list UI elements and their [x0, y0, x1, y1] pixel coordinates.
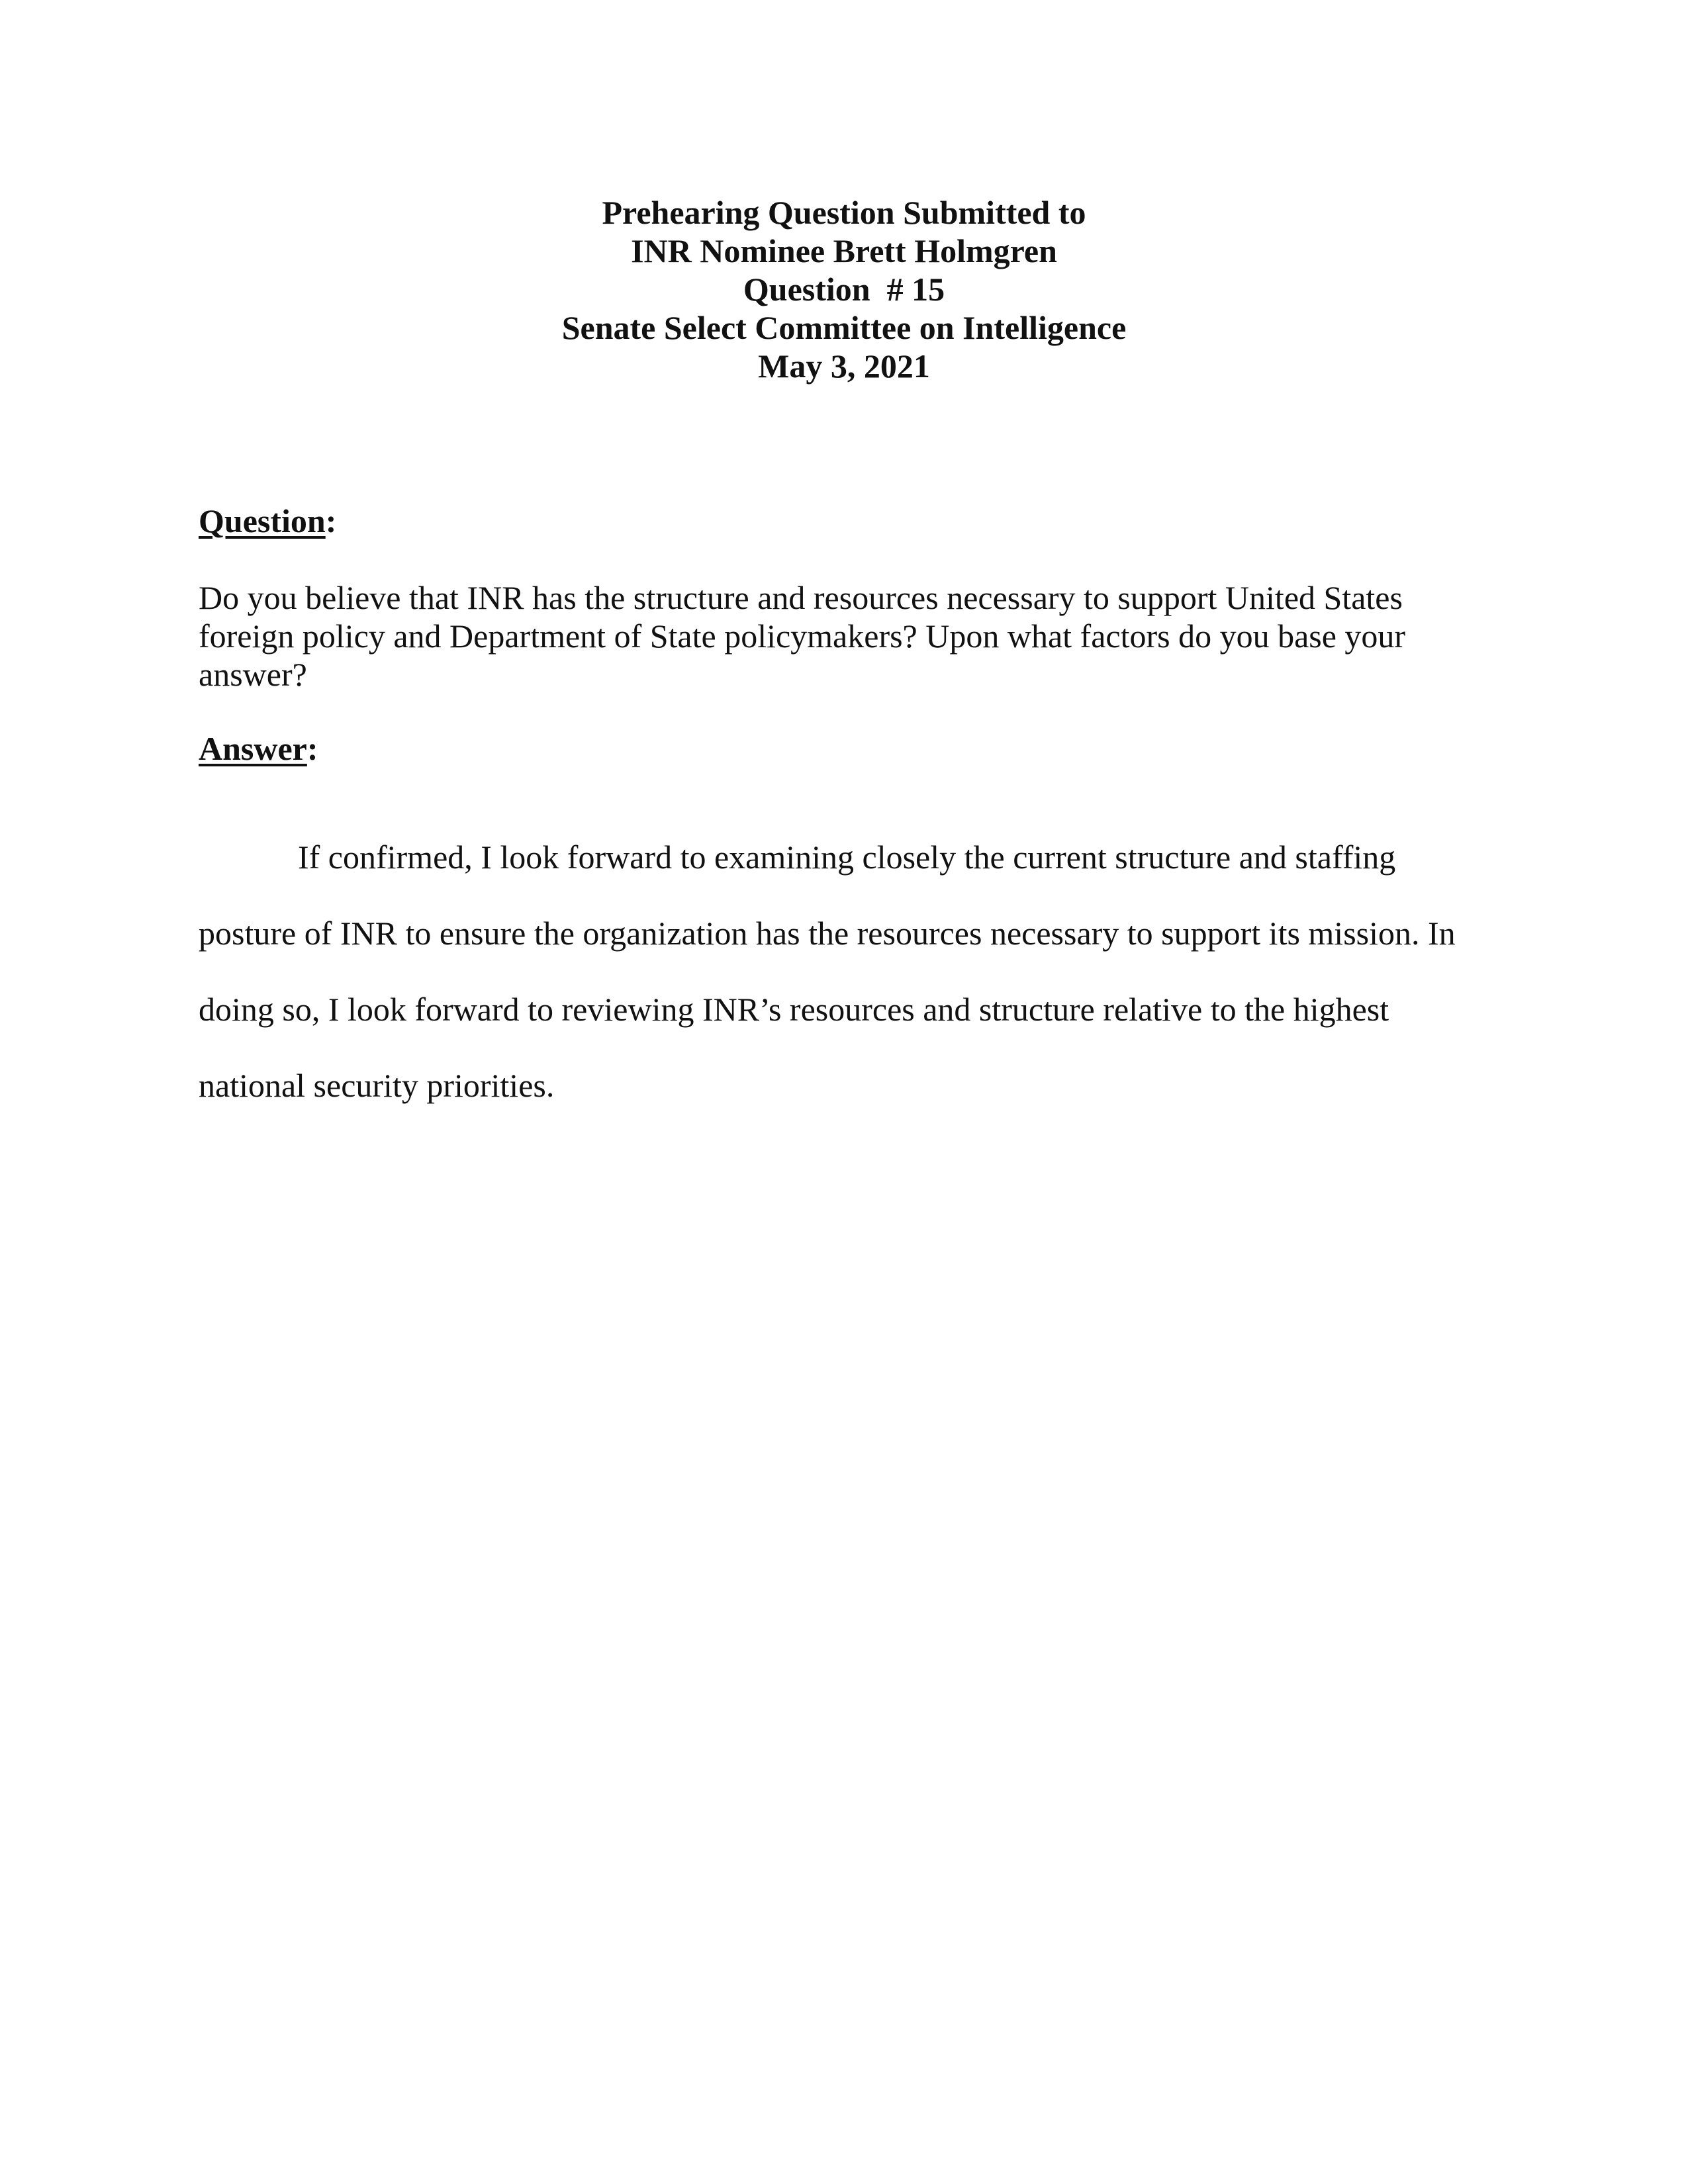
header-line-title: Prehearing Question Submitted to — [602, 194, 1086, 231]
document-header — [0, 193, 1688, 385]
answer-paragraph — [199, 819, 1496, 1124]
header-line-question-number: Question # 15 — [743, 271, 945, 308]
answer-label: Answer — [199, 730, 307, 767]
answer-colon: : — [306, 730, 318, 767]
answer-text: If confirmed, I look forward to examining closely the current structure and staffing posture of INR to ensure the organization has the resources necessary to support its mission. In doing so, I look forward to reviewing INR’s resources and structure relative to the highest national security priorities. — [199, 839, 1456, 1104]
header-line-nominee: INR Nominee Brett Holmgren — [631, 232, 1057, 269]
question-text: Do you believe that INR has the structure and resources necessary to support United States foreign policy and Department of State policymakers? Upon what factors do you base your answer? — [199, 579, 1406, 693]
header-line-committee: Senate Select Committee on Intelligence — [561, 309, 1127, 346]
question-heading — [199, 502, 336, 540]
header-line-date: May 3, 2021 — [758, 347, 930, 385]
question-label: Question — [199, 502, 326, 539]
answer-heading — [199, 729, 318, 768]
question-colon: : — [325, 502, 337, 539]
